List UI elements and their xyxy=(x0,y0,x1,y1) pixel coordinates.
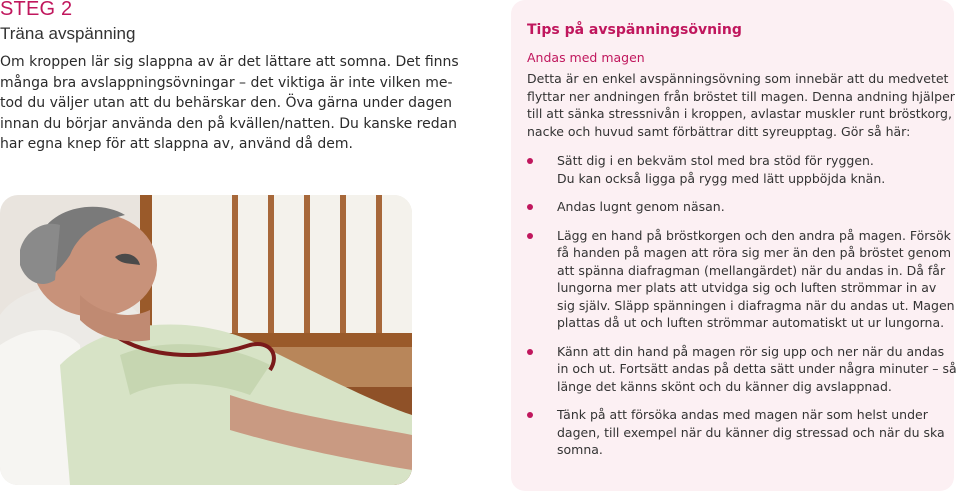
step-title: Träna avspänning xyxy=(0,24,136,43)
tips-panel xyxy=(511,0,957,491)
intro-line: många bra avslappningsövningar – det viktiga är inte vilken me- xyxy=(0,74,453,91)
tip-line: Andas lugnt genom näsan. xyxy=(557,199,725,214)
intro-line: innan du börjar använda den på kvällen/natten. Du kanske redan xyxy=(0,115,458,132)
tip-line: Känn att din hand på magen rör sig upp och ner när du andas xyxy=(557,343,945,359)
step-label: STEG 2 xyxy=(0,0,73,20)
panel-intro xyxy=(527,70,955,140)
tip-line: plattas då ut och luften strömmar automatiskt ut ur lungorna. xyxy=(557,315,945,330)
list-item xyxy=(527,406,947,459)
tip-line: länge det känns skönt och du känner dig avslappnad. xyxy=(557,378,892,394)
bullet-icon xyxy=(527,204,533,210)
bullet-icon xyxy=(527,158,533,164)
tip-line: in och ut. Fortsätt andas på detta sätt under några minuter – så xyxy=(557,361,957,376)
tip-line: somna. xyxy=(557,442,603,457)
intro-line: tod du väljer utan att du behärskar den. Öva gärna under dagen xyxy=(0,95,452,111)
tip-line: sig själv. Släpp spänningen i diafragma när du andas ut. Magen xyxy=(557,297,955,313)
bullet-icon xyxy=(527,349,533,355)
panel-intro-line: flyttar ner andningen från bröstet till magen. Denna andning hjälper xyxy=(527,88,955,104)
list-item xyxy=(527,152,947,187)
panel-intro-line: nacke och huvud samt förbättrar ditt syreupptag. Gör så här: xyxy=(527,123,911,139)
list-item xyxy=(527,343,957,396)
intro-line: Om kroppen lär sig slappna av är det lättare att somna. Det finns xyxy=(0,54,459,70)
tip-line: dagen, till exempel när du känner dig stressad och när du ska xyxy=(557,424,945,440)
panel-intro-line: Detta är en enkel avspänningsövning som innebär att du medvetet xyxy=(527,71,949,86)
tip-line: Tänk på att försöka andas med magen när som helst under xyxy=(557,407,928,422)
panel-title: Tips på avspänningsövning xyxy=(527,22,742,38)
tip-line: Du kan också ligga på rygg med lätt uppböjda knän. xyxy=(557,170,886,186)
bullet-icon xyxy=(527,412,533,418)
tips-list xyxy=(527,152,957,470)
tip-line: lungorna mer plats att utvidga sig och luften strömmar in av xyxy=(557,280,937,295)
tip-line: Lägg en hand på bröstkorgen och den andra på magen. Försök xyxy=(557,227,951,243)
bullet-icon xyxy=(527,233,533,239)
relaxing-man-photo xyxy=(0,195,412,485)
tip-line: få handen på magen att röra sig mer än den på bröstet genom xyxy=(557,245,952,260)
list-item xyxy=(527,227,955,332)
intro-line: har egna knep för att slappna av, använd då dem. xyxy=(0,136,353,152)
panel-subtitle: Andas med magen xyxy=(527,50,645,65)
list-item xyxy=(527,198,947,216)
tip-line: att spänna diafragman (mellangärdet) när du andas in. Då får xyxy=(557,262,946,278)
panel-intro-line: till att sänka stressnivån i kroppen, avlastar muskler runt bröstkorg, xyxy=(527,106,952,121)
tip-line: Sätt dig i en bekväm stol med bra stöd för ryggen. xyxy=(557,153,874,168)
intro-paragraph xyxy=(0,52,459,155)
